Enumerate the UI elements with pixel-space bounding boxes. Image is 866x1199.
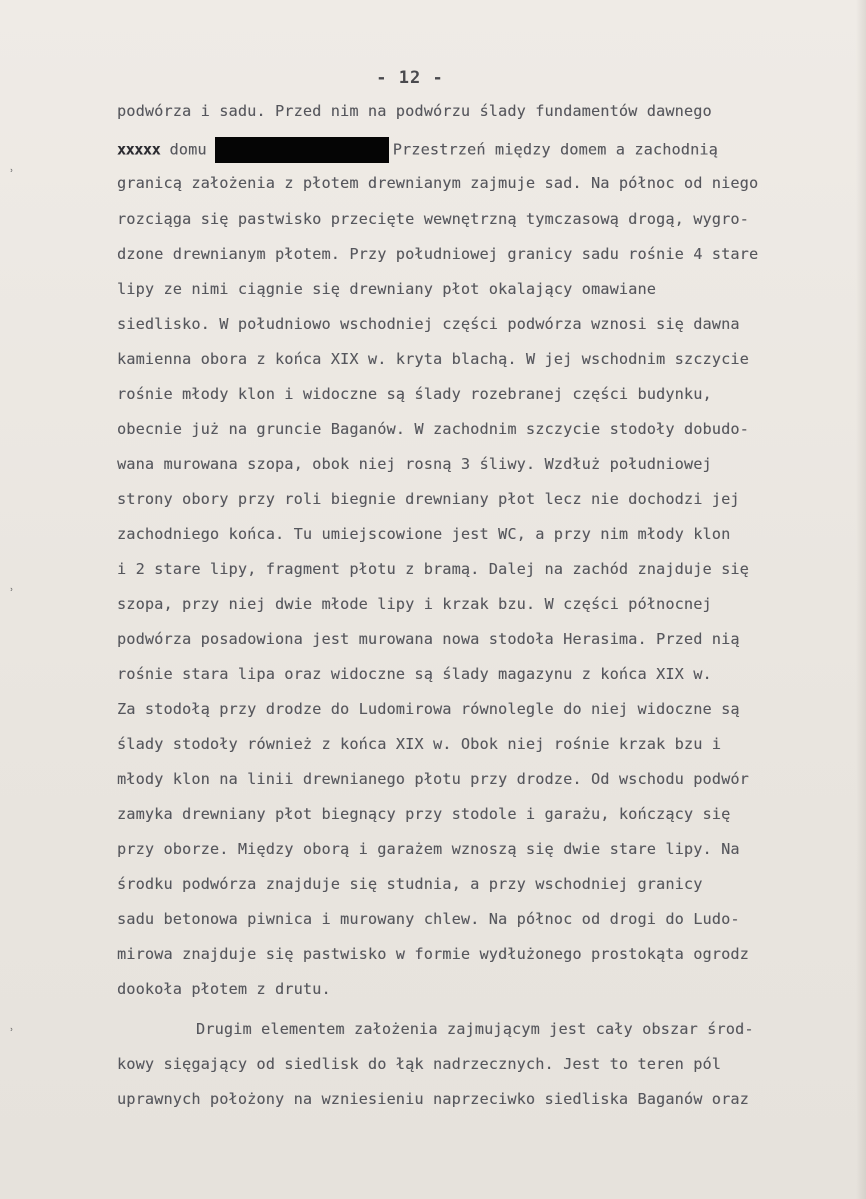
text-line-3: granicą założenia z płotem drewnianym zajmuje sad. Na północ od niego	[117, 174, 759, 192]
text-line-2-prefix: domu	[169, 140, 207, 159]
text-line-5: dzone drewnianym płotem. Przy południowej granicy sadu rośnie 4 stare	[117, 245, 759, 263]
text-line-18: Za stodołą przy drodze do Ludomirowa równolegle do niej widoczne są	[117, 700, 740, 718]
text-line-14: i 2 stare lipy, fragment płotu z bramą. Dalej na zachód znajduje się	[117, 560, 749, 578]
text-line-12: strony obory przy roli biegnie drewniany płot lecz nie dochodzi jej	[117, 490, 740, 508]
text-line-2	[117, 137, 718, 163]
text-line-17: rośnie stara lipa oraz widoczne są ślady magazynu z końca XIX w.	[117, 665, 712, 683]
text-line-4: rozciąga się pastwisko przecięte wewnętrzną tymczasową drogą, wygro-	[117, 210, 749, 228]
text-line-13: zachodniego końca. Tu umiejscowione jest WC, a przy nim młody klon	[117, 525, 731, 543]
struck-word: xxxxx	[117, 140, 161, 159]
text-line-15: szopa, przy niej dwie młode lipy i krzak bzu. W części północnej	[117, 595, 712, 613]
text-line-9: rośnie młody klon i widoczne są ślady rozebranej części budynku,	[117, 385, 712, 403]
text-line-24: sadu betonowa piwnica i murowany chlew. Na północ od drogi do Ludo-	[117, 910, 740, 928]
text-line-6	[117, 279, 656, 299]
margin-mark: ˒	[10, 164, 14, 178]
text-line-10: obecnie już na gruncie Baganów. W zachodnim szczycie stodoły dobudo-	[117, 420, 749, 438]
text-line-6-text: lipy ze nimi ciągnie się drewniany płot okalający omawiane	[117, 280, 657, 298]
text-line-11: wana murowana szopa, obok niej rosną 3 śliwy. Wzdłuż południowej	[117, 455, 712, 473]
text-line-8: kamienna obora z końca XIX w. kryta blachą. W jej wschodnim szczycie	[117, 350, 749, 368]
text-line-28: kowy sięgający od siedlisk do łąk nadrzecznych. Jest to teren pól	[117, 1055, 722, 1073]
text-line-22: przy oborze. Między oborą i garażem wznoszą się dwie stare lipy. Na	[117, 840, 740, 858]
page-edge-shadow	[856, 0, 866, 1199]
text-line-26: dookoła płotem z drutu.	[117, 980, 331, 998]
text-line-29: uprawnych położony na wzniesieniu naprzeciwko siedliska Baganów oraz	[117, 1090, 749, 1108]
text-line-2-rest: Przestrzeń między domem a zachodnią	[392, 140, 718, 159]
redaction-box	[215, 137, 389, 163]
text-line-27: Drugim elementem założenia zajmującym jest cały obszar środ-	[196, 1020, 754, 1038]
text-line-1: podwórza i sadu. Przed nim na podwórzu ślady fundamentów dawnego	[117, 102, 712, 120]
text-line-16: podwórza posadowiona jest murowana nowa stodoła Herasima. Przed nią	[117, 630, 740, 648]
page-number: - 12 -	[376, 68, 444, 88]
text-line-21: zamyka drewniany płot biegnący przy stodole i garażu, kończący się	[117, 805, 731, 823]
text-line-19: ślady stodoły również z końca XIX w. Obok niej rośnie krzak bzu i	[117, 735, 722, 753]
text-line-7: siedlisko. W południowo wschodniej części podwórza wznosi się dawna	[117, 315, 740, 333]
text-line-25: mirowa znajduje się pastwisko w formie wydłużonego prostokąta ogrodz	[117, 945, 749, 963]
text-line-23: środku podwórza znajduje się studnia, a przy wschodniej granicy	[117, 875, 703, 893]
text-line-20: młody klon na linii drewnianego płotu przy drodze. Od wschodu podwór	[117, 770, 749, 788]
margin-mark: ˒	[10, 583, 14, 597]
margin-mark: ˒	[10, 1023, 14, 1037]
